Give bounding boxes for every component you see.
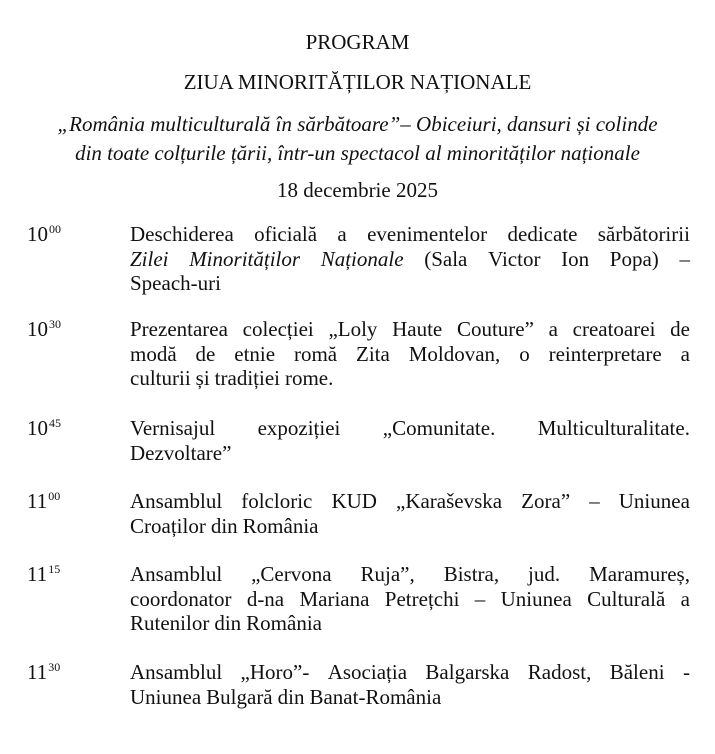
entry-description — [130, 489, 690, 538]
entry-time — [27, 317, 61, 345]
description-line — [130, 685, 690, 710]
description-word: Rutenilor — [130, 611, 210, 635]
description-word: și — [195, 366, 210, 390]
description-word: Croaților — [130, 513, 206, 538]
description-word: România — [246, 611, 322, 635]
description-word: a — [680, 341, 690, 366]
description-word: Zita — [356, 341, 390, 366]
description-word: Victor — [488, 246, 541, 271]
description-word: de — [670, 317, 690, 341]
description-word: – — [474, 586, 486, 611]
description-word: „Karaševska — [396, 489, 503, 513]
description-word: culturii — [130, 366, 191, 390]
description-word: o — [519, 341, 530, 366]
description-word: – — [589, 489, 600, 513]
description-word: „Cervona — [251, 562, 332, 586]
description-word: reinterpretare — [548, 341, 662, 366]
description-word: tradiției — [214, 366, 280, 390]
description-word: Ansamblul — [130, 562, 223, 586]
description-word: Asociația — [327, 660, 408, 684]
description-word: Haute — [392, 317, 443, 341]
description-word: KUD — [331, 489, 377, 513]
entry-time-minutes: 15 — [48, 562, 61, 576]
description-word: jud. — [528, 562, 561, 586]
description-word: (Sala — [424, 246, 468, 271]
entry-time-minutes: 30 — [49, 317, 61, 331]
entry-time-hour: 10 — [27, 222, 48, 246]
entry-description — [130, 660, 690, 709]
description-word: creatoarei — [572, 317, 656, 341]
description-word: Multiculturalitate. — [537, 416, 690, 440]
description-word: oficială — [254, 222, 318, 246]
description-line — [130, 317, 690, 342]
event-date: 18 decembrie 2025 — [277, 178, 438, 202]
description-line — [130, 660, 690, 685]
description-word: Zora” — [521, 489, 571, 513]
description-line — [130, 587, 690, 612]
description-word: Uniunea — [130, 684, 202, 709]
description-word: Culturală — [587, 586, 666, 611]
description-line — [130, 366, 690, 391]
description-word: Băleni — [609, 660, 665, 684]
description-line — [130, 562, 690, 587]
description-word: evenimentelor — [367, 222, 488, 246]
entry-description — [130, 317, 690, 391]
description-word: din — [210, 513, 238, 538]
description-word: modă — [130, 341, 177, 366]
entry-time — [27, 222, 61, 250]
description-word: de — [195, 341, 216, 366]
entry-time-hour: 11 — [27, 489, 48, 513]
description-line — [130, 416, 690, 441]
description-word: Maramureș, — [589, 562, 690, 586]
description-word: Ion — [561, 246, 590, 271]
entry-description — [130, 416, 690, 465]
description-word: Naționale — [320, 246, 404, 271]
description-word: Uniunea — [618, 489, 690, 513]
description-word: „Comunitate. — [382, 416, 496, 440]
entry-time-minutes: 30 — [48, 660, 61, 674]
description-line — [130, 247, 690, 272]
description-word: România — [242, 513, 319, 538]
description-word: Popa) — [609, 246, 659, 271]
description-word: rome. — [284, 366, 334, 390]
description-word: Zilei — [130, 246, 169, 271]
description-word: - — [682, 660, 690, 684]
entry-time-minutes: 00 — [48, 489, 61, 503]
description-line — [130, 489, 690, 514]
description-word: sărbătoririi — [597, 222, 690, 246]
entry-time-hour: 10 — [27, 416, 48, 440]
description-word: Dezvoltare” — [130, 440, 232, 465]
entry-time — [27, 562, 60, 590]
description-word: din — [277, 684, 305, 709]
description-word: d-na — [246, 586, 285, 611]
description-word: colecției — [242, 317, 314, 341]
description-word: din — [214, 611, 242, 635]
description-word: dedicate — [507, 222, 578, 246]
description-word: a — [548, 317, 558, 341]
description-word: „Loly — [328, 317, 378, 341]
description-word: Petrețchi — [384, 586, 460, 611]
entry-description — [130, 222, 690, 296]
entry-time-minutes: 45 — [49, 416, 61, 430]
description-word: folcloric — [241, 489, 313, 513]
event-subtitle-line: din toate colțurile țării, într-un spectacol al minorităților naționale — [75, 141, 640, 165]
description-word: – — [679, 246, 690, 271]
description-word: Ansamblul — [130, 660, 223, 684]
description-word: expoziției — [257, 416, 341, 440]
description-word: Radost, — [527, 660, 592, 684]
description-word: a — [680, 586, 690, 611]
description-word: romă — [293, 341, 338, 366]
description-word: „Horo”- — [240, 660, 310, 684]
description-word: Speach-uri — [130, 271, 221, 295]
description-word: Vernisajul — [130, 416, 216, 440]
description-word: Moldovan, — [408, 341, 501, 366]
entry-time — [27, 489, 60, 517]
description-word: Mariana — [299, 586, 370, 611]
description-word: Bistra, — [443, 562, 500, 586]
entry-time-hour: 11 — [27, 562, 48, 586]
description-word: a — [337, 222, 347, 246]
description-line — [130, 441, 690, 466]
description-word: Uniunea — [500, 586, 572, 611]
description-word: Ruja”, — [360, 562, 415, 586]
document-title: PROGRAM — [305, 30, 410, 54]
description-word: Ansamblul — [130, 489, 223, 513]
description-word: Couture” — [456, 317, 534, 341]
description-word: Balgarska — [425, 660, 510, 684]
description-word: coordonator — [130, 586, 232, 611]
description-word: Prezentarea — [130, 317, 228, 341]
description-word: Bulgară — [206, 684, 273, 709]
description-word: etnie — [234, 341, 276, 366]
entry-time-hour: 10 — [27, 317, 48, 341]
description-word: Minorităților — [189, 246, 301, 271]
entry-time-minutes: 00 — [49, 222, 61, 236]
entry-time — [27, 416, 61, 444]
entry-time — [27, 660, 60, 688]
entry-description — [130, 562, 690, 636]
description-line — [130, 222, 690, 247]
description-line — [130, 514, 690, 539]
description-line — [130, 611, 690, 636]
description-word: Deschiderea — [130, 222, 234, 246]
description-line — [130, 271, 690, 296]
description-word: Banat-România — [309, 684, 442, 709]
event-subtitle-line: „România multiculturală în sărbătoare”– Obiceiuri, dansuri și colinde — [57, 112, 658, 136]
event-heading: ZIUA MINORITĂȚILOR NAȚIONALE — [183, 70, 532, 94]
description-line — [130, 342, 690, 367]
entry-time-hour: 11 — [27, 660, 48, 684]
